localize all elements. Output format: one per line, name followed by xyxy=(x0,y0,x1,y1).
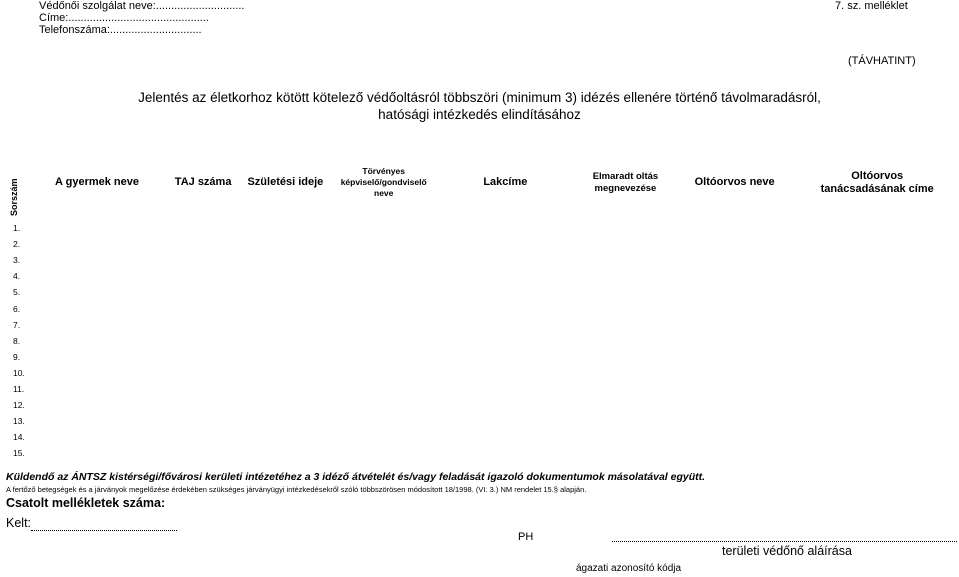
table-cell[interactable] xyxy=(577,220,674,236)
table-cell[interactable] xyxy=(169,381,237,397)
table-cell[interactable] xyxy=(674,284,796,300)
table-cell[interactable] xyxy=(577,284,674,300)
table-cell[interactable] xyxy=(237,397,334,413)
attachments-label: Csatolt mellékletek száma: xyxy=(6,496,166,510)
legal-basis-note: A fertőző betegségek és a járványok megelőzése érdekében szükséges járványügyi intézkedésekről szóló többszörösen módosított 18/1998. (VI. 3.) NM rendelet 15.§ alapján. xyxy=(6,485,587,494)
row-number: 5. xyxy=(13,287,21,298)
annex-label: 7. sz. melléklet xyxy=(835,0,908,12)
table-cell[interactable] xyxy=(795,252,959,268)
table-row xyxy=(13,381,959,397)
table-row xyxy=(13,333,959,349)
table-row xyxy=(13,397,959,413)
table-cell[interactable] xyxy=(795,413,959,429)
table-cell[interactable] xyxy=(237,381,334,397)
row-number: 12. xyxy=(13,400,25,411)
table-cell[interactable] xyxy=(795,300,959,316)
table-cell[interactable] xyxy=(795,381,959,397)
row-number: 2. xyxy=(13,239,21,250)
table-row xyxy=(13,413,959,429)
col-guardian: Törvényes képviselő/gondviselő neve xyxy=(340,166,427,198)
table-cell[interactable] xyxy=(169,333,237,349)
row-number: 11. xyxy=(13,383,25,394)
fax-note: (TÁVHATINT) xyxy=(848,55,916,67)
table-cell[interactable] xyxy=(434,236,577,252)
sector-code-label: ágazati azonosító kódja xyxy=(576,563,682,574)
table-cell[interactable] xyxy=(795,445,959,461)
col-vaccinator-name: Oltóorvos neve xyxy=(694,176,775,188)
table-cell[interactable] xyxy=(169,236,237,252)
row-number: 14. xyxy=(13,432,25,443)
table-cell[interactable] xyxy=(434,300,577,316)
table-cell[interactable] xyxy=(25,236,169,252)
table-cell[interactable] xyxy=(674,413,796,429)
table-cell[interactable] xyxy=(237,413,334,429)
table-cell[interactable] xyxy=(434,445,577,461)
row-number: 13. xyxy=(13,416,25,427)
table-cell[interactable] xyxy=(169,300,237,316)
row-number: 8. xyxy=(13,335,21,346)
table-row xyxy=(13,445,959,461)
signature-dotted-line[interactable] xyxy=(612,533,957,542)
table-cell[interactable] xyxy=(434,413,577,429)
table-cell[interactable] xyxy=(577,413,674,429)
table-cell[interactable] xyxy=(795,429,959,445)
table-cell[interactable] xyxy=(237,300,334,316)
table-cell[interactable] xyxy=(577,349,674,365)
table-row xyxy=(13,429,959,445)
table-cell[interactable] xyxy=(25,413,169,429)
table-cell[interactable] xyxy=(169,397,237,413)
table-cell[interactable] xyxy=(169,268,237,284)
table-row xyxy=(13,236,959,252)
row-number: 4. xyxy=(13,271,21,282)
table-cell[interactable] xyxy=(237,365,334,381)
date-dotted-line xyxy=(31,516,177,531)
table-cell[interactable] xyxy=(169,349,237,365)
table-cell[interactable] xyxy=(334,220,434,236)
table-cell[interactable] xyxy=(334,365,434,381)
table-cell[interactable] xyxy=(237,252,334,268)
table-cell[interactable] xyxy=(169,317,237,333)
table-cell[interactable] xyxy=(674,397,796,413)
report-title-line-1: Jelentés az életkorhoz kötött kötelező védőoltásról többszöri (minimum 3) idézés ellenére történő távolmaradásról, xyxy=(138,90,821,105)
table-cell[interactable] xyxy=(577,397,674,413)
table-row xyxy=(13,365,959,381)
service-address-line: Címe:.............................................. xyxy=(39,12,209,24)
table-cell[interactable] xyxy=(25,381,169,397)
col-birth-date: Születési ideje xyxy=(247,176,324,188)
report-title-line-2: hatósági intézkedés elindításához xyxy=(378,107,581,122)
table-cell[interactable] xyxy=(795,317,959,333)
table-cell[interactable] xyxy=(334,349,434,365)
table-cell[interactable] xyxy=(577,445,674,461)
table-cell[interactable] xyxy=(577,236,674,252)
table-cell[interactable] xyxy=(795,365,959,381)
table-cell[interactable] xyxy=(237,429,334,445)
table-cell[interactable] xyxy=(237,268,334,284)
table-row xyxy=(13,317,959,333)
table-cell[interactable] xyxy=(25,445,169,461)
date-field[interactable] xyxy=(6,516,177,531)
table-cell[interactable] xyxy=(434,381,577,397)
row-number: 3. xyxy=(13,255,21,266)
table-cell[interactable] xyxy=(25,397,169,413)
table-cell[interactable] xyxy=(674,429,796,445)
table-cell[interactable] xyxy=(434,349,577,365)
table-row xyxy=(13,349,959,365)
table-cell[interactable] xyxy=(434,333,577,349)
table-cell[interactable] xyxy=(169,220,237,236)
table-cell[interactable] xyxy=(237,284,334,300)
table-cell[interactable] xyxy=(674,220,796,236)
table-cell[interactable] xyxy=(25,284,169,300)
table-row xyxy=(13,284,959,300)
table-cell[interactable] xyxy=(674,300,796,316)
table-cell[interactable] xyxy=(795,268,959,284)
table-cell[interactable] xyxy=(25,252,169,268)
table-cell[interactable] xyxy=(674,349,796,365)
table-header-row xyxy=(13,145,959,220)
table-cell[interactable] xyxy=(25,333,169,349)
table-cell[interactable] xyxy=(434,268,577,284)
table-cell[interactable] xyxy=(674,333,796,349)
signature-label: területi védőnő aláírása xyxy=(722,544,852,558)
table-cell[interactable] xyxy=(25,220,169,236)
table-cell[interactable] xyxy=(674,236,796,252)
table-cell[interactable] xyxy=(237,220,334,236)
table-cell[interactable] xyxy=(577,429,674,445)
table-cell[interactable] xyxy=(434,397,577,413)
table-cell[interactable] xyxy=(334,445,434,461)
table-cell[interactable] xyxy=(237,317,334,333)
row-number: 6. xyxy=(13,303,21,314)
table-cell[interactable] xyxy=(795,236,959,252)
table-cell[interactable] xyxy=(674,365,796,381)
table-cell[interactable] xyxy=(795,220,959,236)
table-cell[interactable] xyxy=(25,268,169,284)
table-cell[interactable] xyxy=(25,365,169,381)
table-cell[interactable] xyxy=(434,220,577,236)
table-cell[interactable] xyxy=(795,284,959,300)
row-number: 1. xyxy=(13,223,21,234)
table-cell[interactable] xyxy=(237,349,334,365)
table-cell[interactable] xyxy=(334,317,434,333)
table-cell[interactable] xyxy=(334,252,434,268)
table-cell[interactable] xyxy=(795,333,959,349)
table-cell[interactable] xyxy=(334,413,434,429)
col-missed-vaccination: Elmaradt oltás megnevezése xyxy=(592,170,659,194)
table-row xyxy=(13,252,959,268)
table-cell[interactable] xyxy=(795,397,959,413)
table-cell[interactable] xyxy=(334,284,434,300)
col-sorszam: Sorszám xyxy=(9,178,19,216)
row-number: 10. xyxy=(13,367,25,378)
table-cell[interactable] xyxy=(169,413,237,429)
table-cell[interactable] xyxy=(577,300,674,316)
col-advice-address: Oltóorvos tanácsadásának címe xyxy=(820,169,934,195)
table-cell[interactable] xyxy=(674,252,796,268)
table-cell[interactable] xyxy=(25,317,169,333)
table-cell[interactable] xyxy=(334,381,434,397)
table-cell[interactable] xyxy=(434,284,577,300)
table-cell[interactable] xyxy=(674,381,796,397)
table-cell[interactable] xyxy=(25,429,169,445)
report-table xyxy=(9,145,959,461)
table-cell[interactable] xyxy=(334,268,434,284)
table-cell[interactable] xyxy=(169,252,237,268)
table-cell[interactable] xyxy=(25,349,169,365)
table-cell[interactable] xyxy=(674,445,796,461)
table-cell[interactable] xyxy=(334,397,434,413)
table-cell[interactable] xyxy=(434,429,577,445)
col-taj: TAJ száma xyxy=(174,176,232,188)
send-to-note: Küldendő az ÁNTSZ kistérségi/fővárosi kerületi intézetéhez a 3 idéző átvételét és/vagy feladását igazoló dokumentumok másolatával együtt. xyxy=(6,471,706,483)
table-cell[interactable] xyxy=(577,333,674,349)
table-cell[interactable] xyxy=(577,317,674,333)
date-label: Kelt: xyxy=(6,516,32,530)
table-cell[interactable] xyxy=(169,284,237,300)
stamp-placeholder: PH xyxy=(518,531,534,543)
table-cell[interactable] xyxy=(334,236,434,252)
col-address: Lakcíme xyxy=(483,176,528,188)
table-cell[interactable] xyxy=(674,268,796,284)
table-cell[interactable] xyxy=(434,252,577,268)
table-row xyxy=(13,300,959,316)
table-cell[interactable] xyxy=(169,429,237,445)
col-child-name: A gyermek neve xyxy=(55,176,140,188)
table-row xyxy=(13,220,959,236)
table-cell[interactable] xyxy=(237,236,334,252)
table-cell[interactable] xyxy=(577,381,674,397)
table-cell[interactable] xyxy=(169,445,237,461)
table-cell[interactable] xyxy=(237,333,334,349)
table-cell[interactable] xyxy=(577,252,674,268)
table-cell[interactable] xyxy=(334,429,434,445)
row-number: 7. xyxy=(13,319,21,330)
table-cell[interactable] xyxy=(434,365,577,381)
table-row xyxy=(13,268,959,284)
table-cell[interactable] xyxy=(674,317,796,333)
table-cell[interactable] xyxy=(577,268,674,284)
table-cell[interactable] xyxy=(169,365,237,381)
table-cell[interactable] xyxy=(237,445,334,461)
table-cell[interactable] xyxy=(434,317,577,333)
table-cell[interactable] xyxy=(577,365,674,381)
table-cell[interactable] xyxy=(795,349,959,365)
table-cell[interactable] xyxy=(334,333,434,349)
row-number: 9. xyxy=(13,351,21,362)
table-cell[interactable] xyxy=(25,300,169,316)
service-name-line: Védőnői szolgálat neve:............................. xyxy=(39,0,245,12)
row-number: 15. xyxy=(13,448,25,459)
service-phone-line: Telefonszáma:.............................. xyxy=(39,24,202,36)
table-cell[interactable] xyxy=(334,300,434,316)
